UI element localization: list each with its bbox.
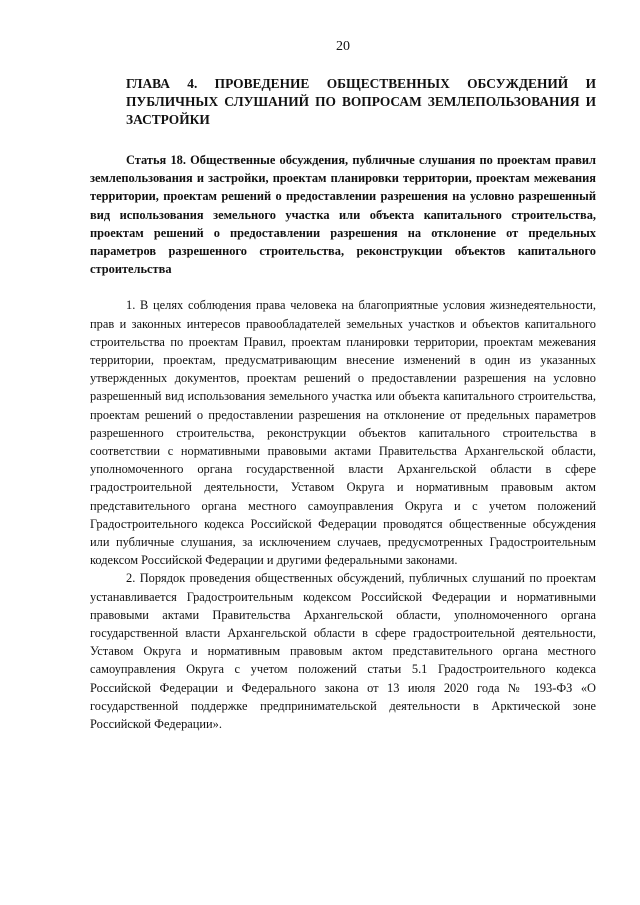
document-page — [90, 38, 596, 733]
page-number: 20 — [336, 39, 350, 54]
chapter-heading: ГЛАВА 4. ПРОВЕДЕНИЕ ОБЩЕСТВЕННЫХ ОБСУЖДЕНИЙ И ПУБЛИЧНЫХ СЛУШАНИЙ ПО ВОПРОСАМ ЗЕМЛЕПОЛЬЗОВАНИЯ И ЗАСТРОЙКИ — [126, 76, 596, 127]
paragraph-1: 1. В целях соблюдения права человека на благоприятные условия жизнедеятельности, прав и законных интересов правообладателей земельных участков и объектов капитального строительства по проектам Правил, проектам планировки территории, проектам межевания территории, проектам, предусматривающим внесение изменений в один из указанных утвержденных документов, проектам решений о предоставлении разрешения на условно разрешенный вид использования земельного участка или объекта капитального строительства, проектам решений о предоставлении разрешения на отклонение от предельных параметров разрешенного строительства, реконструкции объектов капитального строительства в соответствии с нормативными правовыми актами Правительства Архангельской области, уполномоченного органа государственной власти Архангельской области в сфере градостроительной деятельности, Уставом Округа и нормативным правовым актом представительного органа местного самоуправления Округа и с учетом положений Градостроительного кодекса Российской Федерации проводятся общественные обсуждения или публичные слушания, за исключением случаев, предусмотренных Градостроительным кодексом Российской Федерации и другими федеральными законами. — [90, 298, 596, 568]
article-heading: Статья 18. Общественные обсуждения, публичные слушания по проектам правил землепользования и застройки, проектам планировки территории, проектам межевания территории, проектам решений о предоставлении разрешения на условно разрешенный вид использования земельного участка или объекта капитального строительства, проектам решений о предоставлении разрешения на отклонение от предельных параметров разрешенного строительства, реконструкции объектов капитального строительства — [90, 153, 596, 277]
paragraph-2: 2. Порядок проведения общественных обсуждений, публичных слушаний по проектам устанавливается Градостроительным кодексом Российской Федерации и нормативными правовыми актами Правительства Архангельской области, уполномоченного органа государственной власти Архангельской области в сфере градостроительной деятельности, Уставом Округа и нормативным правовым актом представительного органа местного самоуправления Округа с учетом положений статьи 5.1 Градостроительного кодекса Российской Федерации и Федерального закона от 13 июля 2020 года № 193-ФЗ «О государственной поддержке предпринимательской деятельности в Арктической зоне Российской Федерации». — [90, 571, 596, 732]
